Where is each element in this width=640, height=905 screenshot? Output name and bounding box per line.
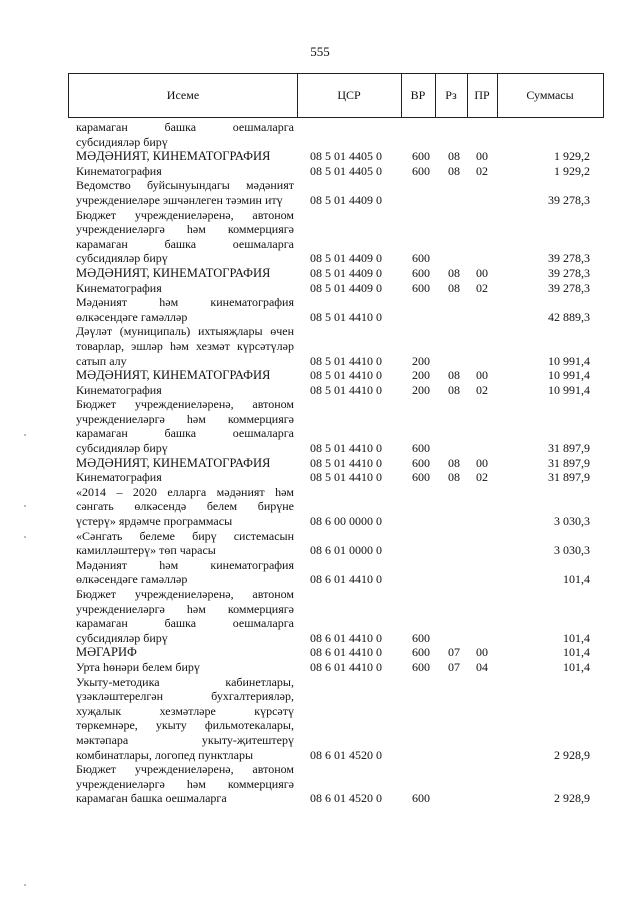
- row-pr: 02: [476, 280, 488, 295]
- row-name-line: өлкәсендәге гамәлләр: [76, 309, 188, 324]
- row-pr: 00: [476, 265, 488, 280]
- row-vr: 600: [412, 645, 430, 660]
- table-row: [0, 120, 640, 149]
- row-csr: 08 5 01 4410 0: [310, 470, 382, 485]
- row-name-line: Мәдәният һәм кинематография: [76, 557, 294, 572]
- margin-mark: [24, 536, 26, 538]
- table-row: [0, 164, 640, 179]
- table-row: [0, 397, 640, 455]
- row-rz: 08: [448, 470, 460, 485]
- margin-mark: [24, 505, 26, 507]
- table-row: [0, 587, 640, 645]
- row-rz: 08: [448, 455, 460, 470]
- row-sum: 101,4: [563, 659, 590, 674]
- row-name-line: Урта һөнәри белем бирү: [76, 659, 200, 674]
- table-row: [0, 324, 640, 368]
- row-csr: 08 6 01 4520 0: [310, 747, 382, 762]
- row-csr: 08 5 01 4405 0: [310, 163, 382, 178]
- table-row: [0, 178, 640, 207]
- row-name-line: Укыту-методика кабинетлары,: [76, 674, 294, 689]
- header-name: Исеме: [166, 88, 200, 102]
- row-sum: 1 929,2: [554, 149, 590, 164]
- row-name-line: учреждениеләре эшчәнлеген тәэмин итү: [76, 192, 283, 207]
- row-rz: 08: [448, 280, 460, 295]
- row-sum: 39 278,3: [548, 251, 590, 266]
- row-name-line: карамаган башка оешмаларга: [76, 791, 227, 806]
- row-name-line: «2014 – 2020 елларга мәдәният һәм: [76, 484, 294, 499]
- row-csr: 08 5 01 4410 0: [310, 441, 382, 456]
- table-row: [0, 675, 640, 763]
- row-name-line: субсидияләр бирү: [76, 251, 168, 266]
- row-sum: 10 991,4: [548, 382, 590, 397]
- row-name-line: МӘДӘНИЯТ, КИНЕМАТОГРАФИЯ: [76, 455, 271, 470]
- row-rz: 08: [448, 382, 460, 397]
- row-name-line: субсидияләр бирү: [76, 134, 168, 149]
- row-pr: 00: [476, 455, 488, 470]
- row-csr: 08 6 01 0000 0: [310, 543, 382, 558]
- row-name-line: Ведомство буйсынуындагы мәдәният: [76, 178, 294, 193]
- row-pr: 00: [476, 368, 488, 383]
- row-name-line: учреждениеләргә һәм коммерциягә: [76, 222, 294, 237]
- table-row: [0, 529, 640, 558]
- row-csr: 08 5 01 4410 0: [310, 455, 382, 470]
- row-csr: 08 6 01 4410 0: [310, 659, 382, 674]
- row-sum: 31 897,9: [548, 441, 590, 456]
- row-name-line: Дәүләт (муниципаль) ихтыяҗлары өчен: [76, 324, 294, 339]
- table-row: [0, 281, 640, 296]
- header-vr: ВР: [410, 88, 426, 102]
- table-row: [0, 470, 640, 485]
- row-csr: 08 5 01 4405 0: [310, 149, 382, 164]
- table-row: [0, 383, 640, 398]
- row-name-line: Бюджет учреждениеләренә, автоном: [76, 397, 294, 412]
- row-vr: 200: [412, 382, 430, 397]
- row-name-line: Кинематография: [76, 382, 162, 397]
- table-row: [0, 645, 640, 660]
- table-header: [68, 73, 604, 118]
- table-row: [0, 295, 640, 324]
- row-rz: 07: [448, 659, 460, 674]
- row-sum: 1 929,2: [554, 163, 590, 178]
- row-csr: 08 6 00 0000 0: [310, 514, 382, 529]
- row-name-line: МӘДӘНИЯТ, КИНЕМАТОГРАФИЯ: [76, 265, 271, 280]
- row-vr: 600: [412, 659, 430, 674]
- table-row: [0, 368, 640, 383]
- row-sum: 101,4: [563, 572, 590, 587]
- row-rz: 08: [448, 368, 460, 383]
- row-name-line: хуҗалык хезмәтләре күрсәтү: [76, 703, 294, 718]
- row-name-line: өлкәсендәге гамәлләр: [76, 572, 188, 587]
- row-sum: 101,4: [563, 630, 590, 645]
- row-sum: 101,4: [563, 645, 590, 660]
- row-name-line: мәктәпара укыту-җитештерү: [76, 732, 294, 747]
- row-pr: 02: [476, 382, 488, 397]
- row-vr: 600: [412, 441, 430, 456]
- row-csr: 08 5 01 4409 0: [310, 251, 382, 266]
- row-pr: 02: [476, 163, 488, 178]
- row-name-line: комбинатлары, логопед пунктлары: [76, 747, 254, 762]
- row-name-line: МӘДӘНИЯТ, КИНЕМАТОГРАФИЯ: [76, 368, 271, 383]
- row-sum: 3 030,3: [554, 514, 590, 529]
- row-vr: 600: [412, 149, 430, 164]
- row-name-line: учреждениеләргә һәм коммерциягә: [76, 776, 294, 791]
- row-csr: 08 5 01 4410 0: [310, 382, 382, 397]
- row-sum: 31 897,9: [548, 455, 590, 470]
- row-name-line: Мәдәният һәм кинематография: [76, 295, 294, 310]
- table-row: [0, 558, 640, 587]
- row-name-line: Бюджет учреждениеләренә, автоном: [76, 207, 294, 222]
- row-vr: 600: [412, 791, 430, 806]
- row-sum: 2 928,9: [554, 747, 590, 762]
- row-name-line: Кинематография: [76, 280, 162, 295]
- table-row: [0, 485, 640, 529]
- row-sum: 39 278,3: [548, 280, 590, 295]
- row-name-line: Кинематография: [76, 163, 162, 178]
- row-name-line: сатып алу: [76, 353, 127, 368]
- row-name-line: Бюджет учреждениеләренә, автоном: [76, 587, 294, 601]
- margin-mark: [24, 884, 26, 886]
- row-name-line: карамаган башка оешмаларга: [76, 616, 294, 631]
- row-name-line: үзәкләштерелгән бухгалтерияләр,: [76, 689, 294, 704]
- row-sum: 39 278,3: [548, 265, 590, 280]
- row-sum: 3 030,3: [554, 543, 590, 558]
- row-pr: 00: [476, 149, 488, 164]
- header-pr: ПР: [474, 88, 490, 102]
- header-rz: Рз: [445, 88, 457, 102]
- row-rz: 07: [448, 645, 460, 660]
- row-name-line: товарлар, эшләр һәм хезмәт күрсәтүләр: [76, 338, 294, 353]
- row-rz: 08: [448, 265, 460, 280]
- row-sum: 10 991,4: [548, 368, 590, 383]
- row-name-line: үстерү» ярдәмче программасы: [76, 514, 233, 529]
- row-name-line: учреждениеләргә һәм коммерциягә: [76, 601, 294, 616]
- row-csr: 08 5 01 4410 0: [310, 368, 382, 383]
- row-name-line: Кинематография: [76, 470, 162, 485]
- row-name-line: карамаган башка оешмаларга: [76, 426, 294, 441]
- row-csr: 08 5 01 4409 0: [310, 280, 382, 295]
- row-sum: 39 278,3: [548, 192, 590, 207]
- row-vr: 600: [412, 280, 430, 295]
- row-sum: 10 991,4: [548, 353, 590, 368]
- row-csr: 08 5 01 4409 0: [310, 265, 382, 280]
- row-name-line: МӘДӘНИЯТ, КИНЕМАТОГРАФИЯ: [76, 149, 271, 164]
- table-row: [0, 660, 640, 675]
- row-name-line: сәнгать өлкәсендә белем бирүне: [76, 499, 294, 514]
- row-vr: 600: [412, 265, 430, 280]
- margin-mark: [24, 434, 26, 436]
- table-body: [0, 120, 640, 806]
- row-name-line: карамаган башка оешмаларга: [76, 236, 294, 251]
- row-csr: 08 6 01 4410 0: [310, 572, 382, 587]
- row-vr: 600: [412, 630, 430, 645]
- row-rz: 08: [448, 163, 460, 178]
- row-pr: 04: [476, 659, 488, 674]
- row-vr: 200: [412, 353, 430, 368]
- table-row: [0, 149, 640, 164]
- row-vr: 200: [412, 368, 430, 383]
- row-pr: 00: [476, 645, 488, 660]
- table-row: [0, 266, 640, 281]
- table-row: [0, 762, 640, 806]
- row-rz: 08: [448, 149, 460, 164]
- row-sum: 2 928,9: [554, 791, 590, 806]
- row-vr: 600: [412, 251, 430, 266]
- row-csr: 08 6 01 4520 0: [310, 791, 382, 806]
- table-row: [0, 456, 640, 471]
- row-vr: 600: [412, 163, 430, 178]
- page-number: 555: [310, 44, 330, 59]
- header-csr: ЦСР: [337, 88, 361, 102]
- row-sum: 31 897,9: [548, 470, 590, 485]
- row-sum: 42 889,3: [548, 309, 590, 324]
- row-csr: 08 6 01 4410 0: [310, 645, 382, 660]
- row-name-line: МӘГАРИФ: [76, 645, 137, 660]
- row-name-line: карамаган башка оешмаларга: [76, 120, 294, 134]
- row-name-line: камилләштерү» төп чарасы: [76, 543, 216, 558]
- row-vr: 600: [412, 455, 430, 470]
- row-name-line: учреждениеләргә һәм коммерциягә: [76, 411, 294, 426]
- table-row: [0, 208, 640, 266]
- row-name-line: субсидияләр бирү: [76, 441, 168, 456]
- row-csr: 08 5 01 4409 0: [310, 192, 382, 207]
- row-vr: 600: [412, 470, 430, 485]
- row-csr: 08 5 01 4410 0: [310, 353, 382, 368]
- row-name-line: «Сәнгать белеме бирү системасын: [76, 528, 294, 543]
- row-csr: 08 5 01 4410 0: [310, 309, 382, 324]
- row-pr: 02: [476, 470, 488, 485]
- row-name-line: Бюджет учреждениеләренә, автоном: [76, 762, 294, 777]
- header-sum: Суммасы: [526, 88, 574, 102]
- row-csr: 08 6 01 4410 0: [310, 630, 382, 645]
- row-name-line: субсидияләр бирү: [76, 630, 168, 645]
- row-name-line: төркемнәре, укыту фильмотекалары,: [76, 718, 294, 733]
